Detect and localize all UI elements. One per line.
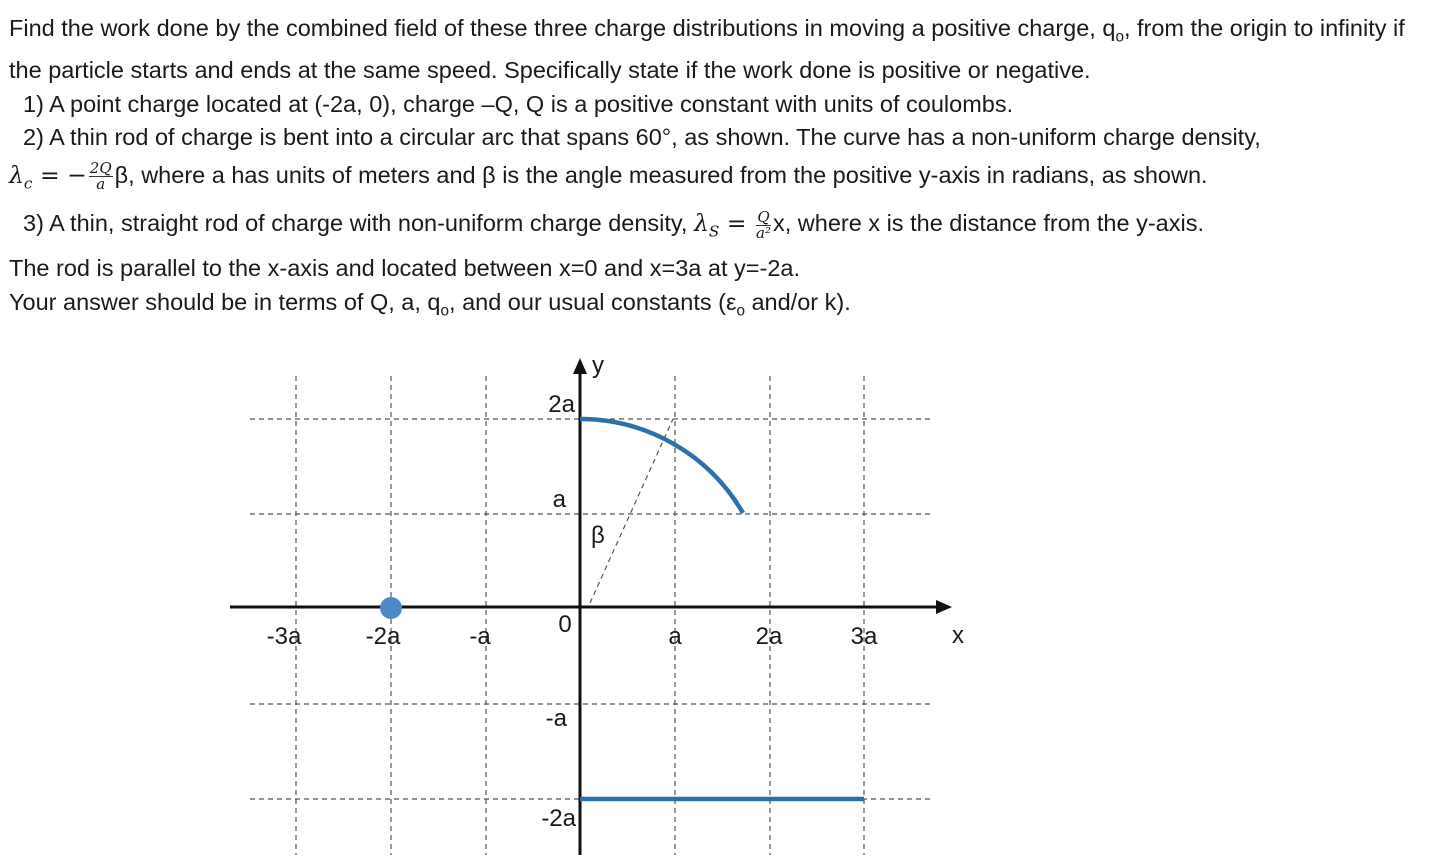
y-tick-label: -2a [541,805,576,832]
angle-beta-label: β [591,522,605,549]
x-tick-label: -a [469,623,491,650]
x-axis-label: x [952,622,964,649]
y-tick-label: 2a [548,391,575,418]
x-tick-label: 0 [558,611,572,638]
x-axis-arrow-icon [936,600,952,614]
charged-arc [580,419,743,513]
y-tick-label: -a [545,705,567,732]
item-point-charge: 1) A point charge located at (-2a, 0), charge –Q, Q is a positive constant with units of coulombs. [23,90,1014,117]
arc-density-formula: $\lambda_c$ = − $\frac{2Q}{a}$ β, where a has units of meters and β is the angle measured from the positive y-axis in radians, as shown. [9,158,1208,193]
angle-beta-line [590,419,673,603]
item-straight-rod: 3) A thin, straight rod of charge with non-uniform charge density, $\lambda_S$ = $\frac{Q}{\text{a²}}$ x, where x is the distance from the y-axis. [23,207,1204,242]
point-charge [380,597,402,619]
rod-density-fraction: $\frac{Q}{\text{a²}}$ [756,207,771,242]
item-arc: 2) A thin rod of charge is bent into a circular arc that spans 60°, as shown. The curve has a non-uniform charge density, [23,124,1261,151]
y-axis-label: y [592,352,604,379]
x-tick-label: 3a [850,623,878,650]
arc-density-fraction: $\frac{2Q}{a}$ [89,158,112,193]
y-axis-arrow-icon [573,358,587,374]
grid-horizontal-lines [250,419,930,799]
x-tick-label: -2a [365,623,401,650]
x-tick-label: 2a [755,623,783,650]
rod-location: The rod is parallel to the x-axis and located between x=0 and x=3a at y=-2a. [9,255,801,282]
x-tick-label: -3a [266,623,302,650]
answer-instructions: Your answer should be in terms of Q, a, $q_o$, and our usual constants ($\varepsilon_o$ and/or k). [9,288,851,320]
x-tick-label: a [668,623,682,650]
problem-intro: Find the work done by the combined field of these three charge distributions in moving a positive charge, $q_o$, from the origin to infinity if the particle starts and ends at the same speed. Specifically state if the work done is positive or negative. [9,15,1405,84]
y-tick-label: a [552,486,566,513]
